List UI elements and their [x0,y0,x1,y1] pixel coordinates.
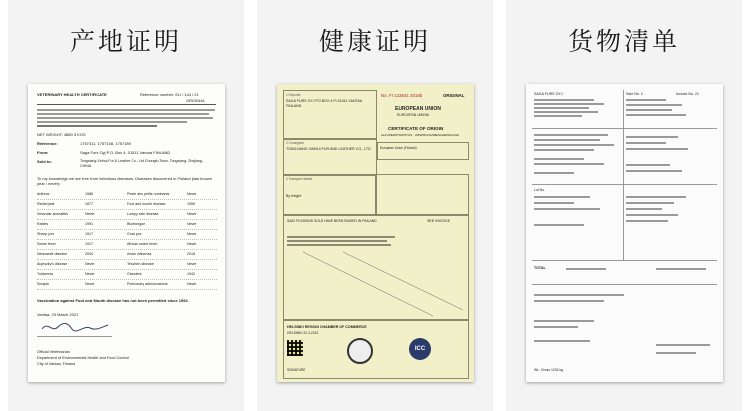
exporter-label: 1 Exporter [286,93,301,97]
disease-cell: Bluetongue [127,222,146,226]
disease-cell: Never [187,262,197,266]
disease-cell: Never [187,212,197,216]
disease-cell: Rabies [37,222,49,226]
chamber-seal-icon [347,338,373,364]
strike-lines [283,250,467,319]
weight-footer: Wt.: Gross 1234 kg [534,368,564,372]
reference-label: Reference: [37,141,58,146]
disease-cell: Rinderpest [37,202,55,206]
disease-cell: Never [85,272,95,276]
from-label: From: [37,150,49,155]
quantity-value: SEE INVOICE [427,219,450,223]
consignee-value: TONGXIANG XINHUI FUR AND LEATHER CO., LTD [286,147,371,151]
knowledge-statement: To my knowledge we are free from infectious diseases. Diseases discovered in Finland (last known year / never): [37,176,212,186]
disease-cell: Tularemia [37,272,53,276]
disease-cell: Pulmonary adenomatosis [127,282,168,286]
vaccination-note: Vaccination against Foot and Mouth disease has not been permitted since 1992. [37,298,189,303]
panel-heading: 货物清单 [567,27,680,56]
disease-cell: 2018 [187,252,195,256]
transport-label: 4 Transport details [286,177,313,181]
disease-cell: Aujeszky's disease [37,262,68,266]
sold-to-label: Sold to: [37,159,52,164]
chamber-date: HELSINKI 22.3.2021 [287,331,319,335]
disease-cell: 2004 [85,252,93,256]
veterinary-certificate-image [28,84,225,382]
disease-cell: Never [187,232,197,236]
disease-cell: Sheep pox [37,232,55,236]
disease-cell: 1917 [85,242,93,246]
signer-line-2: Department of Environmental Health and Food Control [37,356,129,360]
total-label: TOTAL [534,266,546,270]
disease-cell: Never [187,192,197,196]
disease-row [37,220,217,230]
reference-value: 1757311, 1757108, 1757189 [80,141,131,146]
from-value: Saga Furs Oyj P.O. Box 4, 01511 Vantaa FINLAND [80,150,171,155]
doc-reference-number: Reference number: EU / 144 / 21 [140,92,199,97]
panel-cargo-list [506,0,742,411]
disease-cell: Scrapie [37,282,50,286]
consignee-label: 2 Consignee [286,141,304,145]
signature-label: SIGNATURE [287,368,306,372]
certificate-subtitle: ALKUPERÄTODISTUS · URSPRUNGSBESCHEINIGUNG [381,133,460,137]
disease-cell: Newcastle disease [37,252,67,256]
disease-cell: Anthrax [37,192,50,196]
net-weight-line: NET WEIGHT: 4880,3 KGS [37,132,86,137]
transport-value: By freight [286,194,302,198]
disease-cell: Never [187,222,197,226]
disease-cell: 1959 [187,202,195,206]
disease-row [37,280,217,290]
panel-heading: 健康证明 [318,27,431,56]
doc-original-label: ORIGINAL [186,98,206,103]
disease-cell: Never [187,282,197,286]
disease-cell: Swine fever [37,242,56,246]
signer-line-1: Official Veterinarian [37,350,70,354]
country-origin-value: European Union (Finland) [380,146,417,150]
sender-name: SAGA FURS OYJ [534,92,563,96]
cargo-manifest-image [526,84,723,382]
disease-cell: 1942 [187,272,195,276]
disease-cell: Lumpy skin disease [127,212,159,216]
disease-row [37,200,217,210]
certificate-title: CERTIFICATE OF ORIGIN [388,126,444,131]
qr-code-icon [287,340,303,356]
disease-row [37,270,217,280]
place-date: Vantaa, 23 March 2021 [37,312,79,317]
disease-cell: Never [85,282,95,286]
disease-cell: Vesicular stomatitis [37,212,68,216]
disease-cell: Peste des petits ruminants [127,192,170,196]
disease-row [37,260,217,270]
exporter-value: SAGA FURS OYJ PO BOX 4 FI-01511 VANTAA FINLAND [286,99,363,108]
original-label: ORIGINAL [443,93,465,98]
disease-row [37,240,217,250]
disease-cell: Never [187,242,197,246]
signature-scribble [40,319,110,335]
disease-cell: Never [85,262,95,266]
invoice-number: Invoice No. 21 [676,92,699,96]
signer-line-3: City of Vantaa, Finland [37,362,76,366]
lot-column-label: Lot No. [534,188,545,192]
disease-cell: Glanders [127,272,142,276]
panel-heading: 产地证明 [69,27,182,56]
disease-row [37,230,217,240]
sale-number: Sale No. 2 [626,92,643,96]
disease-row [37,250,217,260]
chamber-name: HELSINKI REGION CHAMBER OF COMMERCE [287,325,367,329]
disease-cell: 1991 [85,222,93,226]
disease-cell: Goat pox [127,232,142,236]
disease-row [37,210,217,220]
marks-statement: SAID FOXSKINS SOLD HAVE BEEN RAISED IN FINLAND [287,219,377,223]
serial-number: No. FI 123641 2018b [381,93,423,98]
disease-cell: Never [85,212,95,216]
panel-origin-certificate [8,0,244,411]
disease-cell: African swine fever [127,242,158,246]
eu-title: EUROPEAN UNION [395,106,441,112]
disease-cell: 1877 [85,202,93,206]
disease-cell: Teschen disease [127,262,154,266]
disease-cell: 1988 [85,192,93,196]
disease-cell: Avian influenza [127,252,152,256]
disease-cell: 1917 [85,232,93,236]
panel-health-certificate [257,0,493,411]
sold-to-value: Tongxiang Xinhui Fur & Leather Co., Ltd Chongfu Town, Tongxiang, Zhejiang, CHINA [80,159,203,168]
certificate-of-origin-image [277,84,474,382]
icc-badge: ICC [409,338,431,360]
eu-subtitle: EUROOPAN UNIONI [397,113,429,117]
disease-row [37,190,217,200]
doc-title: VETERINARY HEALTH CERTIFICATE [37,92,107,97]
disease-cell: Foot and mouth disease [127,202,166,206]
